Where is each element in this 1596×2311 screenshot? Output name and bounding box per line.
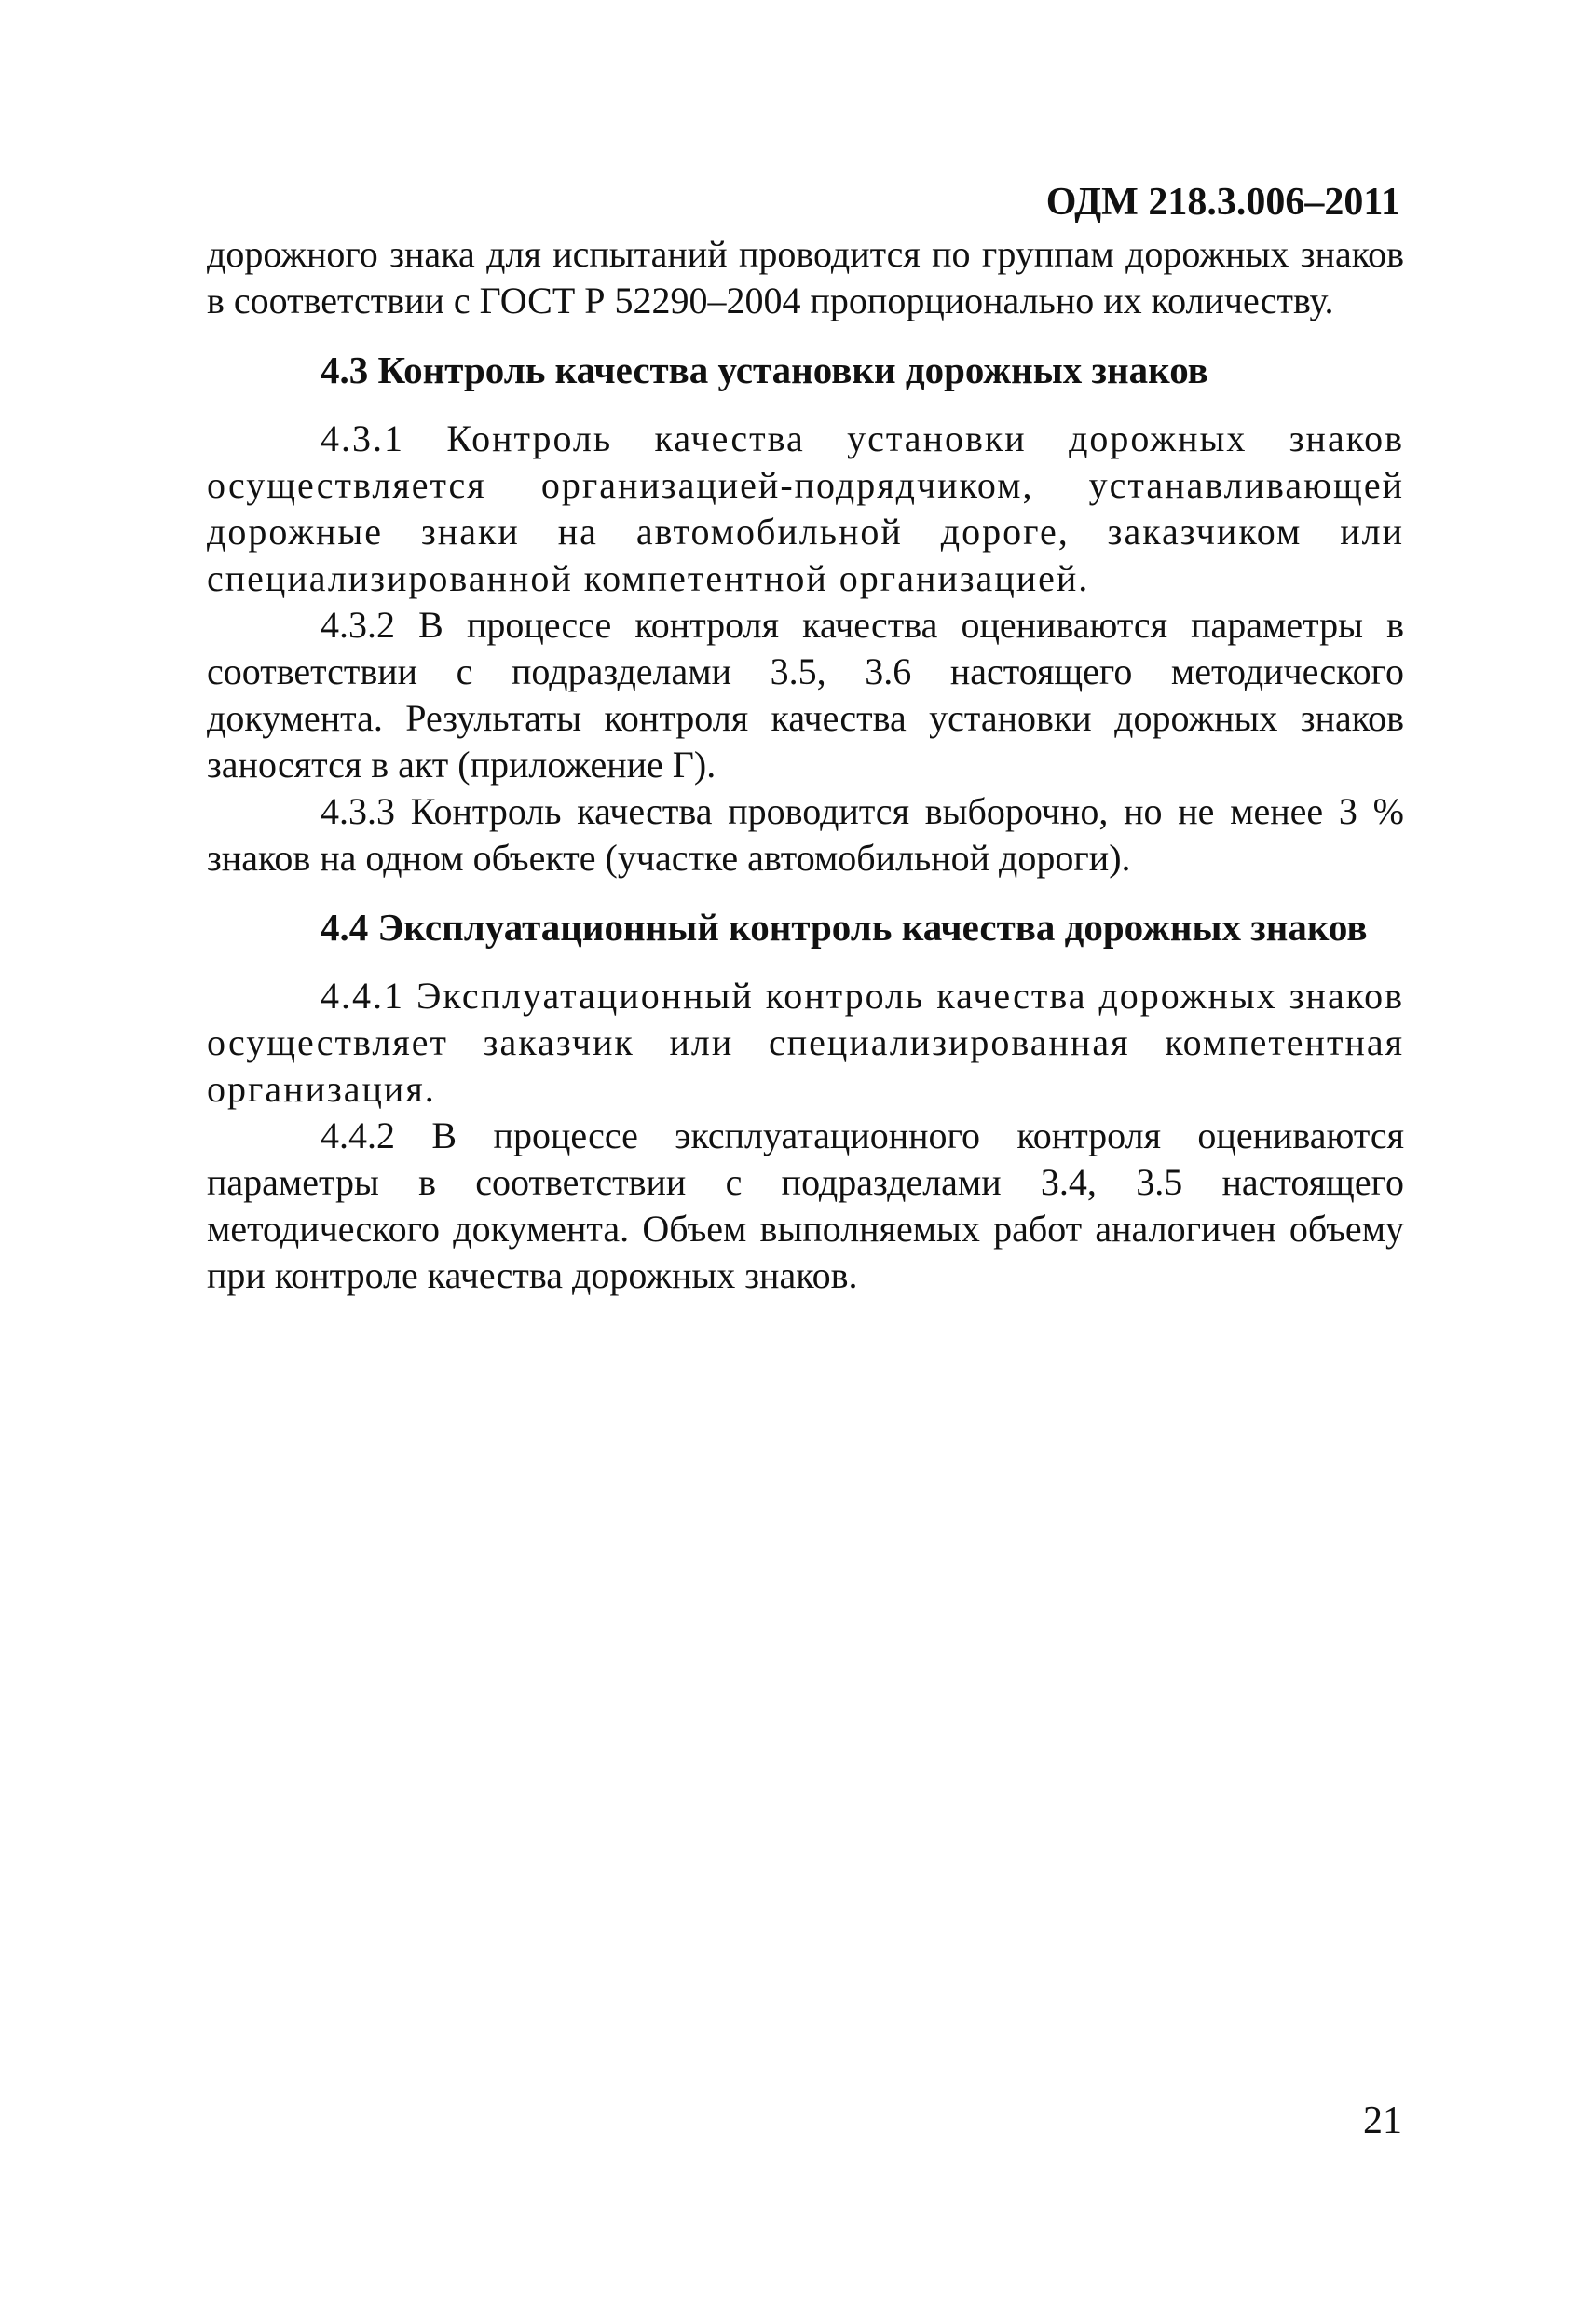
paragraph-4-3-1: 4.3.1 Контроль качества установки дорожных знаков осуществляется организацией-подрядчиком, устанавливающей дорожные знаки на автомобильной дороге, заказчиком или специализированной компетентной организацией.: [207, 417, 1404, 599]
paragraph-4-4-2: 4.4.2 В процессе эксплуатационного контроля оцениваются параметры в соответствии с подразделами 3.4, 3.5 настоящего методического документа. Объем выполняемых работ аналогичен объему при контроле качества дорожных знаков.: [207, 1114, 1404, 1296]
page-body: [207, 231, 1404, 1299]
paragraph-4-3-3: 4.3.3 Контроль качества проводится выборочно, но не менее 3 % знаков на одном объекте (участке автомобильной дороги).: [207, 790, 1404, 879]
section-heading-4-3: 4.3 Контроль качества установки дорожных знаков: [321, 349, 1208, 391]
page-number: 21: [1363, 2099, 1402, 2142]
document-code-header: ОДМ 218.3.006–2011: [1045, 181, 1400, 224]
paragraph-4-3-2: 4.3.2 В процессе контроля качества оцениваются параметры в соответствии с подразделами 3.5, 3.6 настоящего методического документа. Результаты контроля качества установки дорожных знаков заносятся в акт (приложение Г).: [207, 604, 1404, 786]
continuation-paragraph: дорожного знака для испытаний проводится по группам дорожных знаков в соответствии с ГОСТ Р 52290–2004 пропорционально их количеству.: [207, 233, 1404, 321]
section-heading-4-4: 4.4 Эксплуатационный контроль качества дорожных знаков: [321, 906, 1368, 949]
paragraph-4-4-1: 4.4.1 Эксплуатационный контроль качества дорожных знаков осуществляет заказчик или специализированная компетентная организация.: [207, 975, 1404, 1110]
